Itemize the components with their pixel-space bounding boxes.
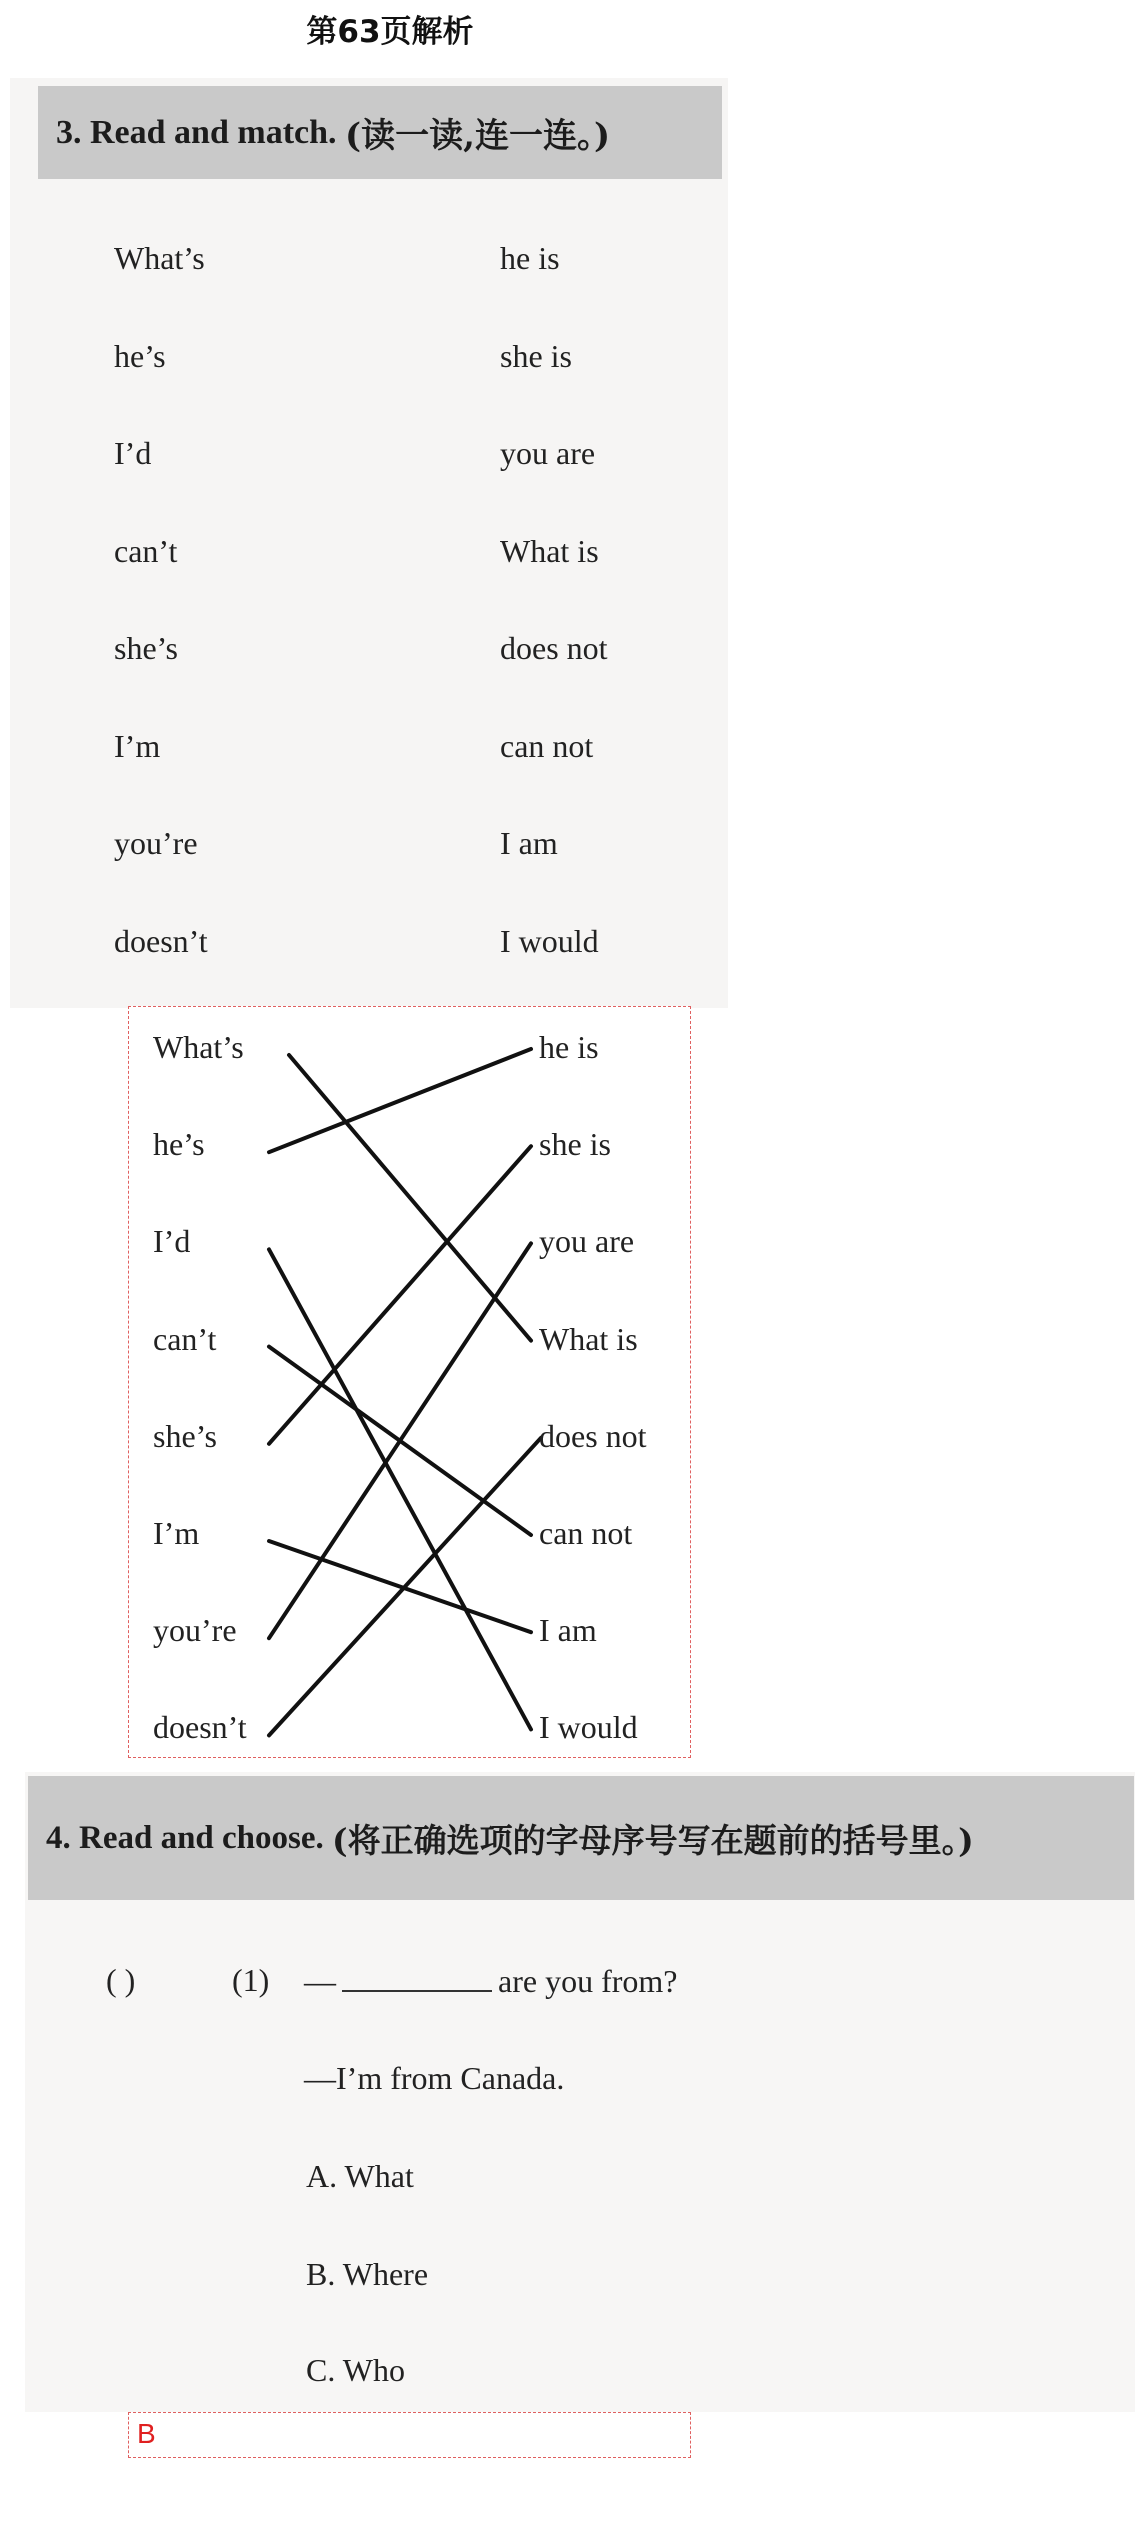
answer-right-word: she is: [539, 1126, 611, 1163]
q1-prompt-text: are you from?: [498, 1963, 678, 1999]
answer-left-word: can’t: [153, 1320, 217, 1357]
answer-left-word: doesn’t: [153, 1709, 247, 1746]
match-right-word: can not: [500, 727, 594, 764]
answer-left-word: you’re: [153, 1612, 237, 1649]
match-left-word: she’s: [114, 630, 178, 666]
q1-answer-box: [128, 2412, 691, 2458]
answer-right-word: you are: [539, 1223, 635, 1260]
match-left-word: doesn’t: [114, 922, 208, 959]
match-left-word: you’re: [114, 825, 198, 861]
answer-left-word: she’s: [153, 1417, 217, 1454]
q1-answer-letter: B: [137, 2418, 156, 2449]
answer-right-word: I am: [539, 1612, 597, 1649]
answer-right-word: does not: [539, 1417, 647, 1454]
match-left-word: What’s: [114, 240, 205, 276]
match-right-word: I am: [500, 825, 558, 861]
section4-title-en: Read and choose.: [79, 1819, 324, 1856]
section4-number: 4.: [46, 1819, 71, 1856]
match-right-word: What is: [500, 532, 599, 569]
section3-title-en: Read and match.: [90, 113, 337, 151]
match-answer-box: [128, 1006, 691, 1758]
q1-blank: [342, 1962, 492, 1992]
match-left-word: I’m: [114, 727, 161, 764]
match-left-word: he’s: [114, 337, 166, 374]
answer-left-word: I’m: [153, 1515, 200, 1551]
match-right-word: you are: [500, 435, 596, 471]
q1-option-c: C. Who: [306, 2352, 405, 2388]
answer-right-word: I would: [539, 1709, 638, 1746]
q1-prompt: [304, 1962, 677, 2000]
section4-title-cn: (将正确选项的字母序号写在题前的括号里。): [332, 1820, 974, 1860]
section3-header: [38, 86, 722, 179]
page-title: 第63页解析: [306, 14, 474, 50]
match-right-word: he is: [500, 240, 560, 276]
q1-number: (1): [232, 1962, 270, 1998]
match-line: [269, 1438, 541, 1736]
answer-right-word: can not: [539, 1515, 633, 1551]
q1-option-a: A. What: [306, 2158, 414, 2194]
answer-left-word: he’s: [153, 1126, 205, 1163]
match-right-word: I would: [500, 922, 599, 959]
match-left-word: can’t: [114, 532, 178, 569]
q1-reply: —I’m from Canada.: [304, 2060, 565, 2096]
section4-header: [28, 1776, 1134, 1900]
answer-right-word: he is: [539, 1029, 599, 1065]
match-line: [269, 1541, 531, 1632]
match-left-word: I’d: [114, 435, 152, 471]
answer-left-word: What’s: [153, 1029, 244, 1065]
match-line: [269, 1243, 531, 1638]
q1-option-b: B. Where: [306, 2256, 429, 2292]
match-right-word: she is: [500, 337, 572, 374]
answer-left-word: I’d: [153, 1223, 191, 1260]
q1-dash: —: [304, 1963, 336, 1999]
section3-title-cn: (读一读,连一连。): [345, 116, 611, 156]
section3-number: 3.: [56, 113, 82, 151]
match-right-word: does not: [500, 630, 608, 666]
match-line: [269, 1049, 531, 1152]
answer-right-word: What is: [539, 1320, 638, 1357]
q1-answer-paren: ( ): [106, 1962, 136, 1998]
